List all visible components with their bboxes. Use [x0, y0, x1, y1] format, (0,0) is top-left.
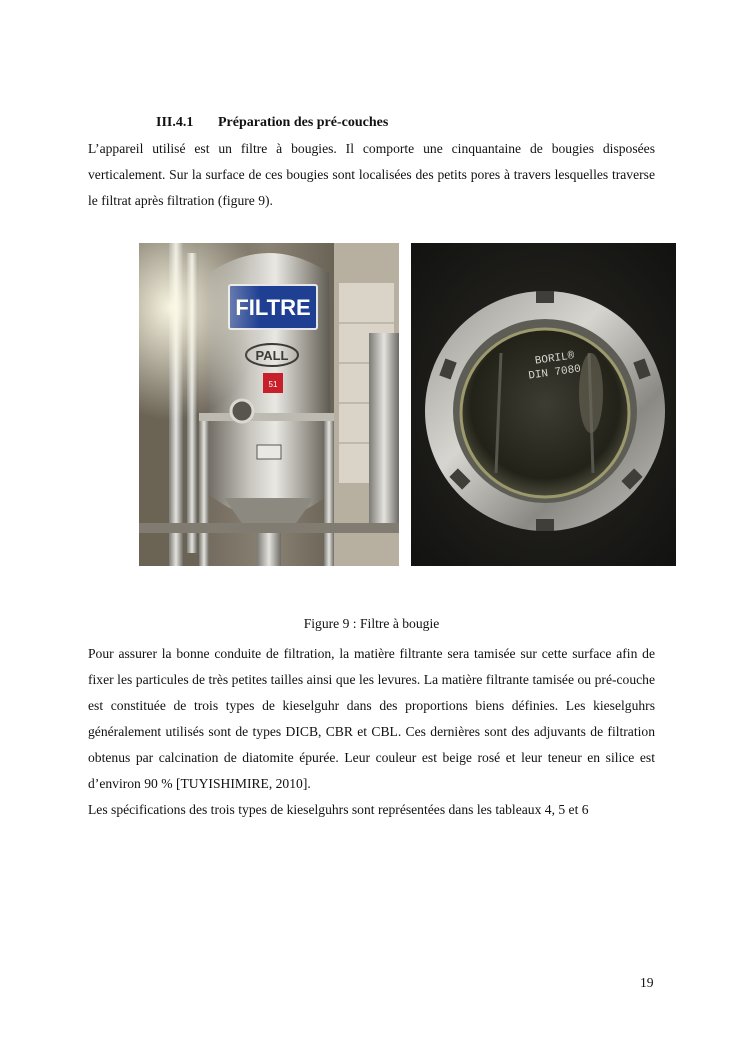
filter-ring-photo	[411, 243, 676, 566]
ring-engraving-line2: DIN 7080	[527, 363, 582, 383]
body-paragraph: Pour assurer la bonne conduite de filtration, la matière filtrante sera tamisée sur cette surface afin de fixer les particules de très petites tailles ainsi que les levures. La matière filtrante tamisée ou pré-couche est constituée de trois types de kieselguhr dans des proportions biens définies. Les kieselguhrs généralement utilisés sont de types DICB, CBR et CBL. Ces dernières sont des adjuvants de filtration obtenus par calcination de diatomite épurée. Leur couleur est beige rosé et leur teneur en silice est d’environ 90 % [TUYISHIMIRE, 2010].	[88, 646, 655, 791]
intro-paragraph: L’appareil utilisé est un filtre à bougies. Il comporte une cinquantaine de bougies disposées verticalement. Sur la surface de ces bougies sont localisées des petits pores à travers lesquelles traverse le filtrat après filtration (figure 9).	[88, 141, 655, 208]
filter-vessel-photo	[139, 243, 399, 566]
page-number: 19	[640, 975, 654, 990]
ring-engraving-line1: BORIL®	[534, 350, 576, 368]
section-title: Préparation des pré-couches	[218, 115, 389, 130]
figure-caption-text: Figure 9 : Filtre à bougie	[303, 616, 440, 631]
closing-paragraph: Les spécifications des trois types de kieselguhrs sont représentées dans les tableaux 4, 5 et 6	[88, 802, 589, 817]
section-number: III.4.1	[156, 115, 194, 130]
section-heading	[156, 114, 388, 132]
figure-caption	[0, 615, 745, 633]
